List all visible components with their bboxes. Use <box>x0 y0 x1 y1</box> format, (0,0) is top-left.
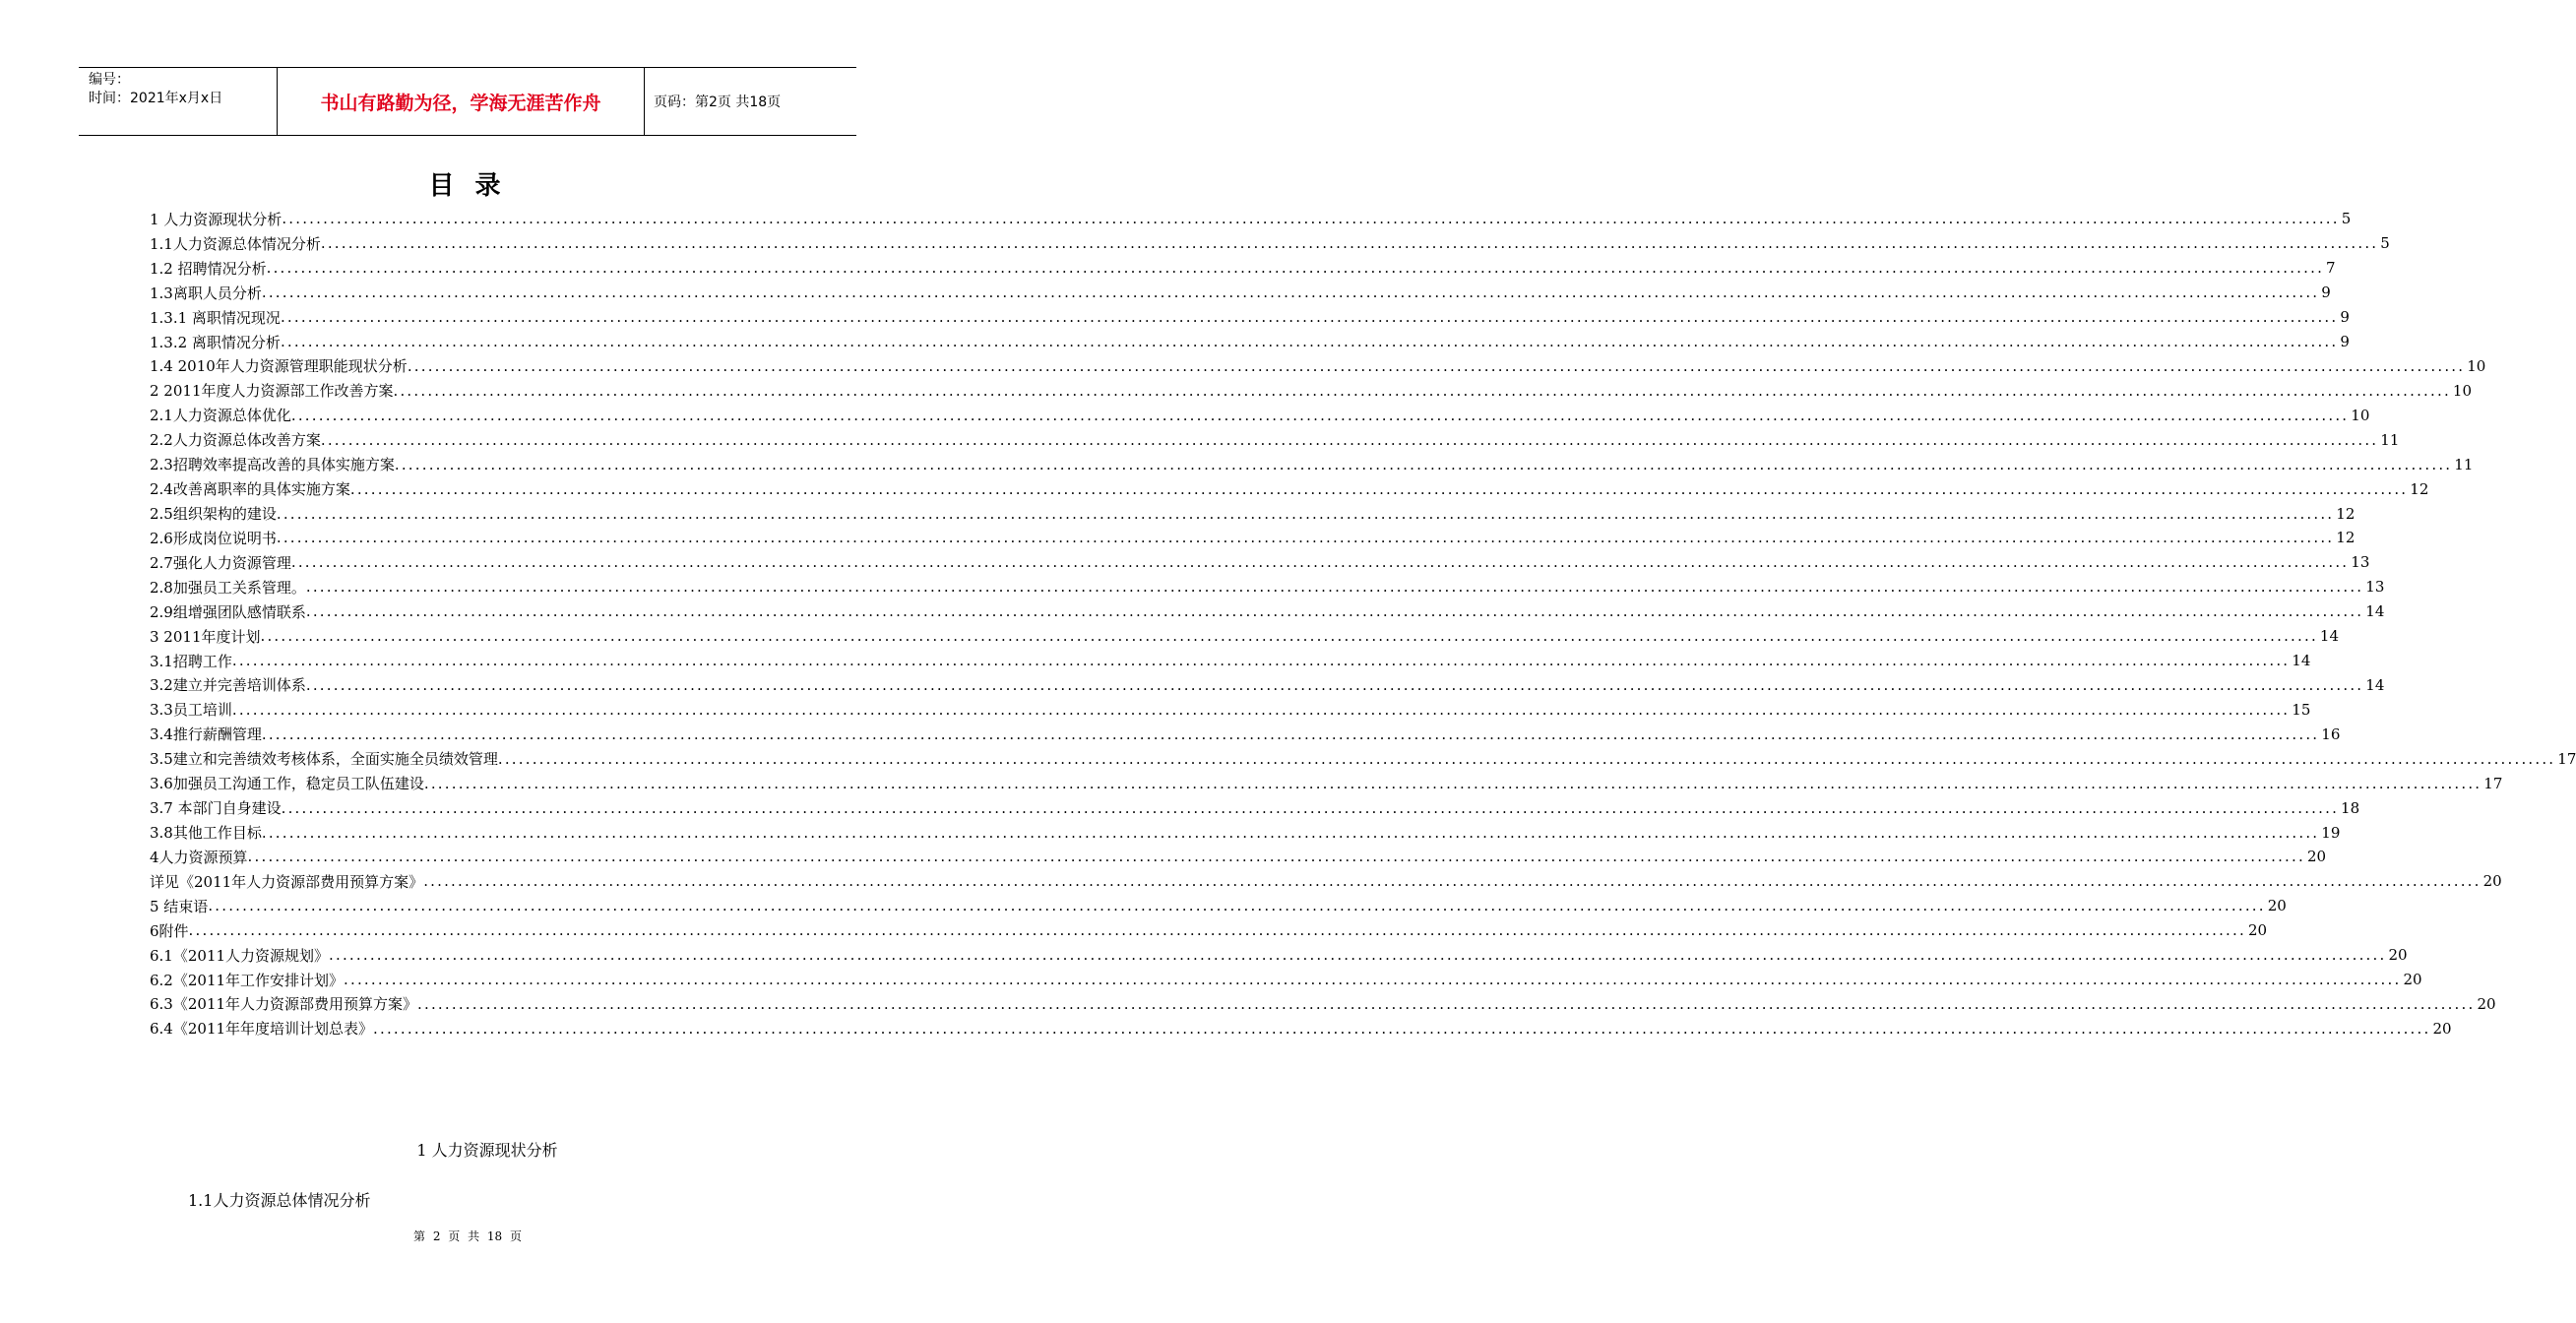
page-header <box>79 67 856 136</box>
toc-dot-leader: ............................................................................................................................................................................................................................................................................................................ <box>423 872 2482 891</box>
toc-entry-page: 11 <box>2454 455 2474 473</box>
toc-entry-page: 5 <box>2380 234 2390 253</box>
toc-entry-page: 18 <box>2341 798 2360 817</box>
toc-entry-title: 3.2建立并完善培训体系 <box>150 676 306 695</box>
toc-entry[interactable] <box>150 330 2350 354</box>
toc-dot-leader: ............................................................................................................................................................................................................................................................................................................ <box>393 381 2451 400</box>
toc-entry-page: 20 <box>2247 921 2268 940</box>
toc-entry-title: 2.5组织架构的建设 <box>150 505 277 524</box>
toc-entry[interactable] <box>150 403 2370 427</box>
toc-entry[interactable] <box>150 624 2340 649</box>
toc-entry-title: 5 结束语 <box>150 897 209 915</box>
toc-entry-title: 1 人力资源现状分析 <box>150 210 283 228</box>
toc-entry[interactable] <box>150 649 2311 673</box>
toc-entry[interactable] <box>150 599 2385 624</box>
toc-dot-leader: ............................................................................................................................................................................................................................................................................................................ <box>280 308 2339 327</box>
toc-entry-title: 2.4改善离职率的具体实施方案 <box>150 480 350 499</box>
toc-entry-title: 2.2人力资源总体改善方案 <box>150 431 321 450</box>
toc-entry-page: 20 <box>2306 848 2327 866</box>
toc-entry-page: 11 <box>2380 430 2400 449</box>
toc-entry-title: 3.6加强员工沟通工作，稳定员工队伍建设 <box>150 775 424 793</box>
toc-entry[interactable] <box>150 256 2336 281</box>
toc-entry-title: 2.1人力资源总体优化 <box>150 407 291 425</box>
toc-entry-page: 10 <box>2351 406 2370 424</box>
toc-entry-page: 12 <box>2336 529 2356 547</box>
toc-entry[interactable] <box>150 992 2496 1017</box>
toc-entry[interactable] <box>150 943 2408 968</box>
toc-entry[interactable] <box>150 1016 2452 1040</box>
toc-entry-title: 3.8其他工作目标 <box>150 824 262 842</box>
toc-entry-page: 9 <box>2340 333 2350 351</box>
toc-entry[interactable] <box>150 207 2352 231</box>
toc-entry-page: 20 <box>2388 946 2408 965</box>
toc-entry-page: 19 <box>2321 823 2341 842</box>
toc-entry-page: 14 <box>2365 675 2385 694</box>
toc-entry[interactable] <box>150 354 2486 379</box>
section-heading: 1 人力资源现状分析 <box>416 1141 558 1160</box>
toc-dot-leader: ............................................................................................................................................................................................................................................................................................................ <box>261 284 2320 302</box>
toc-entry[interactable] <box>150 771 2503 795</box>
toc-title: 目 录 <box>428 171 507 201</box>
page-footer: 第 2 页 共 18 页 <box>413 1229 522 1243</box>
toc-dot-leader: ............................................................................................................................................................................................................................................................................................................ <box>305 675 2364 694</box>
toc-entry[interactable] <box>150 918 2268 943</box>
toc-entry[interactable] <box>150 722 2341 746</box>
toc-entry-title: 6附件 <box>150 921 189 940</box>
toc-dot-leader: ............................................................................................................................................................................................................................................................................................................ <box>281 798 2340 817</box>
toc-entry-page: 13 <box>2351 553 2370 572</box>
toc-entry-page: 20 <box>2482 872 2502 891</box>
toc-entry-title: 1.2 招聘情况分析 <box>150 259 267 278</box>
toc-entry-title: 3.5建立和完善绩效考核体系，全面实施全员绩效管理 <box>150 750 498 769</box>
toc-dot-leader: ............................................................................................................................................................................................................................................................................................................ <box>423 774 2482 792</box>
toc-entry[interactable] <box>150 697 2311 722</box>
toc-entry-page: 10 <box>2467 356 2486 375</box>
toc-dot-leader: ............................................................................................................................................................................................................................................................................................................ <box>349 479 2409 498</box>
toc-dot-leader: ............................................................................................................................................................................................................................................................................................................ <box>373 1019 2431 1038</box>
toc-entry[interactable] <box>150 673 2385 698</box>
toc-entry[interactable] <box>150 281 2331 305</box>
toc-dot-leader: ............................................................................................................................................................................................................................................................................................................ <box>497 749 2556 768</box>
toc-entry-page: 13 <box>2365 578 2385 597</box>
toc-entry-page: 14 <box>2319 627 2340 646</box>
toc-entry-page: 5 <box>2341 210 2352 228</box>
toc-entry-title: 2.8加强员工关系管理。 <box>150 578 306 597</box>
toc-entry[interactable] <box>150 894 2287 918</box>
toc-entry-title: 1.1人力资源总体情况分析 <box>150 234 321 253</box>
toc-dot-leader: ............................................................................................................................................................................................................................................................................................................ <box>320 430 2379 449</box>
toc-entry-title: 3 2011年度计划 <box>150 627 261 646</box>
toc-entry-page: 12 <box>2410 479 2429 498</box>
toc-entry-title: 3.4推行薪酬管理 <box>150 725 262 744</box>
toc-entry[interactable] <box>150 845 2327 869</box>
toc-dot-leader: ............................................................................................................................................................................................................................................................................................................ <box>282 210 2340 228</box>
toc-dot-leader: ............................................................................................................................................................................................................................................................................................................ <box>394 455 2453 473</box>
toc-dot-leader: ............................................................................................................................................................................................................................................................................................................ <box>305 578 2364 597</box>
toc-dot-leader: ............................................................................................................................................................................................................................................................................................................ <box>407 356 2466 375</box>
toc-entry[interactable] <box>150 305 2350 330</box>
toc-dot-leader: ............................................................................................................................................................................................................................................................................................................ <box>329 946 2387 965</box>
toc-entry-title: 1.3离职人员分析 <box>150 284 262 302</box>
toc-entry-title: 1.4 2010年人力资源管理职能现状分析 <box>150 357 408 376</box>
document-time-label: 时间：2021年x月x日 <box>89 91 223 106</box>
toc-entry-page: 20 <box>2267 897 2287 915</box>
toc-entry[interactable] <box>150 476 2429 501</box>
toc-entry-title: 2 2011年度人力资源部工作改善方案 <box>150 382 394 401</box>
toc-entry-title: 1.3.2 离职情况分析 <box>150 333 281 351</box>
toc-entry-page: 20 <box>2403 971 2422 989</box>
toc-dot-leader: ............................................................................................................................................................................................................................................................................................................ <box>208 897 2266 915</box>
toc-entry-page: 7 <box>2326 259 2336 278</box>
toc-entry[interactable] <box>150 550 2370 575</box>
toc-entry[interactable] <box>150 869 2502 894</box>
toc-dot-leader: ............................................................................................................................................................................................................................................................................................................ <box>247 848 2305 866</box>
toc-entry[interactable] <box>150 820 2341 845</box>
header-meta <box>79 68 278 135</box>
toc-entry-page: 10 <box>2452 381 2473 400</box>
toc-entry[interactable] <box>150 795 2360 820</box>
toc-dot-leader: ............................................................................................................................................................................................................................................................................................................ <box>290 406 2350 424</box>
toc-entry[interactable] <box>150 526 2356 550</box>
toc-entry-title: 2.9组增强团队感情联系 <box>150 602 306 621</box>
toc-dot-leader: ............................................................................................................................................................................................................................................................................................................ <box>231 652 2291 670</box>
toc-entry-title: 4人力资源预算 <box>150 848 248 866</box>
toc-dot-leader: ............................................................................................................................................................................................................................................................................................................ <box>231 700 2291 719</box>
toc-entry-page: 12 <box>2336 504 2356 523</box>
toc-entry-page: 14 <box>2292 652 2311 670</box>
toc-dot-leader: ............................................................................................................................................................................................................................................................................................................ <box>260 627 2318 646</box>
toc-entry-title: 1.3.1 离职情况现况 <box>150 308 281 327</box>
toc-entry[interactable] <box>150 575 2385 599</box>
toc-dot-leader: ............................................................................................................................................................................................................................................................................................................ <box>290 553 2350 572</box>
toc-entry-page: 14 <box>2365 602 2385 621</box>
toc-dot-leader: ............................................................................................................................................................................................................................................................................................................ <box>344 971 2402 989</box>
toc-dot-leader: ............................................................................................................................................................................................................................................................................................................ <box>188 921 2246 940</box>
toc-dot-leader: ............................................................................................................................................................................................................................................................................................................ <box>305 602 2364 621</box>
toc-entry-page: 9 <box>2340 308 2350 327</box>
toc-dot-leader: ............................................................................................................................................................................................................................................................................................................ <box>320 234 2379 253</box>
toc-entry-title: 详见《2011年人力资源部费用预算方案》 <box>150 872 424 891</box>
table-of-contents <box>150 207 2576 1040</box>
toc-entry[interactable] <box>150 378 2473 403</box>
toc-dot-leader: ............................................................................................................................................................................................................................................................................................................ <box>276 529 2335 547</box>
toc-entry[interactable] <box>150 452 2474 476</box>
toc-entry[interactable] <box>150 427 2400 452</box>
toc-dot-leader: ............................................................................................................................................................................................................................................................................................................ <box>266 259 2325 278</box>
toc-entry-page: 17 <box>2483 774 2503 792</box>
toc-entry[interactable] <box>150 231 2390 256</box>
toc-entry-title: 3.1招聘工作 <box>150 652 232 670</box>
toc-entry-title: 3.7 本部门自身建设 <box>150 799 282 818</box>
toc-dot-leader: ............................................................................................................................................................................................................................................................................................................ <box>276 504 2335 523</box>
toc-entry-title: 6.4《2011年年度培训计划总表》 <box>150 1020 374 1039</box>
toc-dot-leader: ............................................................................................................................................................................................................................................................................................................ <box>280 333 2339 351</box>
toc-entry-title: 2.3招聘效率提高改善的具体实施方案 <box>150 456 395 474</box>
toc-entry-title: 6.3《2011年人力资源部费用预算方案》 <box>150 995 418 1014</box>
header-page-info: 页码：第2页 共18页 <box>654 94 782 110</box>
toc-entry-title: 2.7强化人力资源管理 <box>150 553 291 572</box>
toc-entry-page: 15 <box>2292 700 2311 719</box>
toc-entry[interactable] <box>150 968 2422 992</box>
toc-entry-page: 9 <box>2321 284 2331 302</box>
toc-entry-page: 16 <box>2321 724 2341 743</box>
toc-dot-leader: ............................................................................................................................................................................................................................................................................................................ <box>261 823 2320 842</box>
toc-dot-leader: ............................................................................................................................................................................................................................................................................................................ <box>261 724 2320 743</box>
toc-entry-title: 6.1《2011人力资源规划》 <box>150 946 330 965</box>
toc-entry[interactable] <box>150 746 2576 771</box>
header-motto: 书山有路勤为径，学海无涯苦作舟 <box>278 68 645 135</box>
toc-entry-title: 3.3员工培训 <box>150 701 232 720</box>
toc-dot-leader: ............................................................................................................................................................................................................................................................................................................ <box>417 994 2476 1013</box>
subsection-heading: 1.1人力资源总体情况分析 <box>188 1191 371 1210</box>
toc-entry-title: 2.6形成岗位说明书 <box>150 529 277 547</box>
toc-entry-page: 17 <box>2557 749 2576 768</box>
toc-entry-title: 6.2《2011年工作安排计划》 <box>150 971 345 989</box>
toc-entry-page: 20 <box>2477 994 2496 1013</box>
document-number-label: 编号： <box>89 72 130 88</box>
toc-entry[interactable] <box>150 501 2356 526</box>
toc-entry-page: 20 <box>2432 1019 2452 1038</box>
